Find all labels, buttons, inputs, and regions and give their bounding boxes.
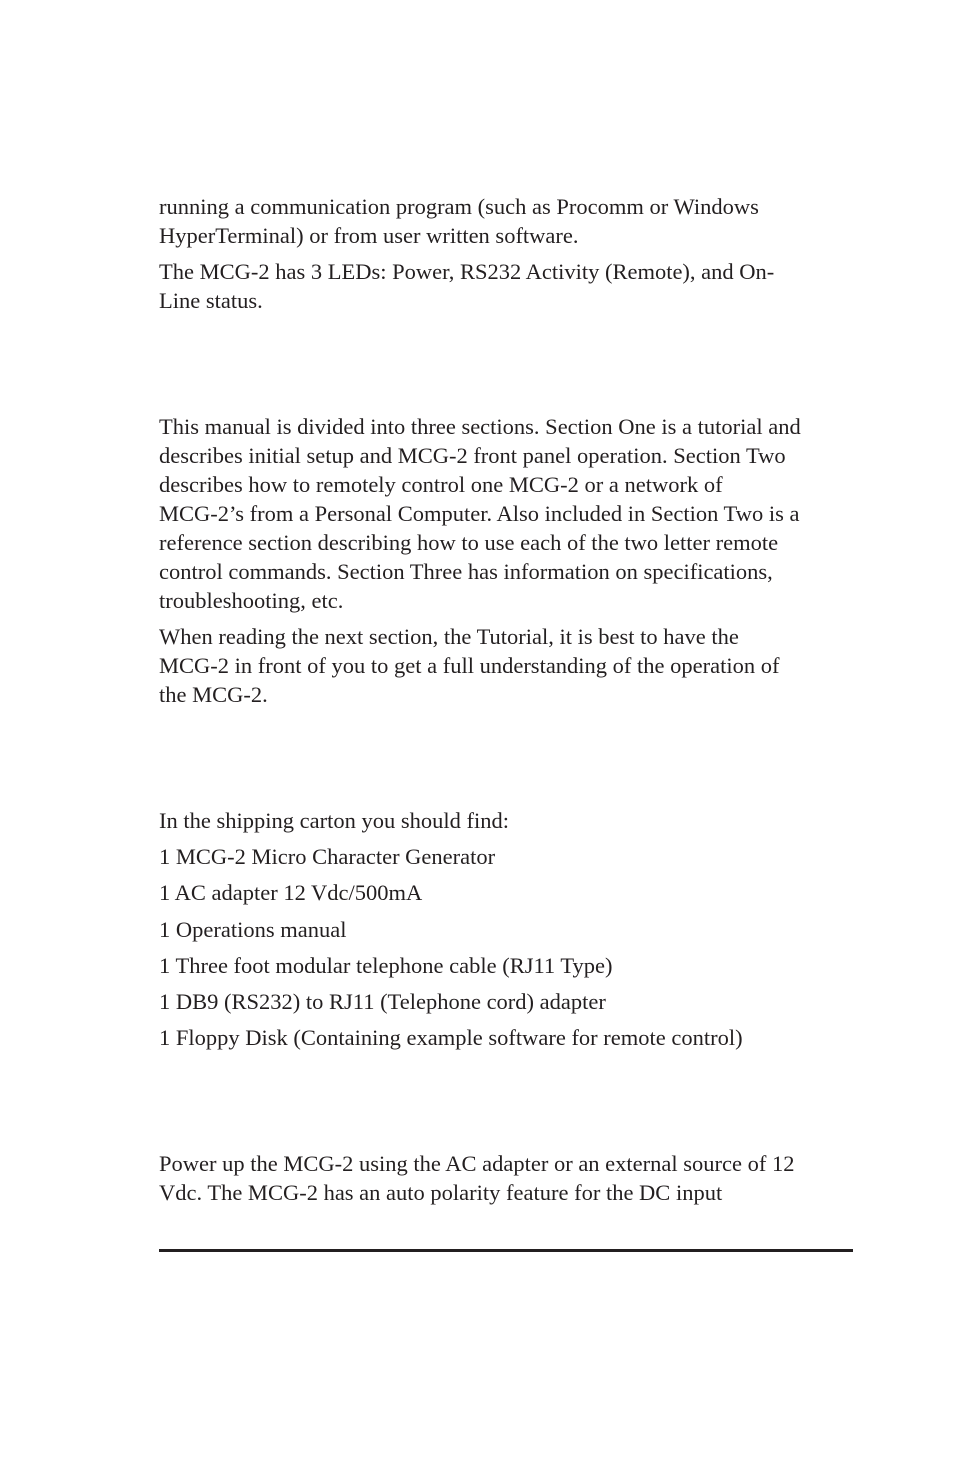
list-item: 1 AC adapter 12 Vdc/500mA: [159, 880, 423, 905]
manual-sections-line-6: control commands. Section Three has information on specifications,: [159, 559, 773, 584]
power-up-line-2: Vdc. The MCG-2 has an auto polarity feature for the DC input: [159, 1180, 723, 1205]
list-item: 1 Three foot modular telephone cable (RJ11 Type): [159, 953, 613, 978]
reading-tip-line-2: MCG-2 in front of you to get a full understanding of the operation of: [159, 653, 780, 678]
list-item: 1 Operations manual: [159, 917, 347, 942]
shipping-intro: In the shipping carton you should find:: [159, 808, 509, 833]
reading-tip-line-1: When reading the next section, the Tutorial, it is best to have the: [159, 624, 739, 649]
list-item: 1 Floppy Disk (Containing example software for remote control): [159, 1025, 743, 1050]
manual-sections-line-2: describes initial setup and MCG-2 front panel operation. Section Two: [159, 443, 786, 468]
manual-sections-line-4: MCG-2’s from a Personal Computer. Also included in Section Two is a: [159, 501, 800, 526]
intro-line-2: HyperTerminal) or from user written software.: [159, 223, 579, 248]
manual-sections-line-5: reference section describing how to use each of the two letter remote: [159, 530, 779, 555]
manual-sections-line-7: troubleshooting, etc.: [159, 588, 344, 613]
leds-line-2: Line status.: [159, 288, 263, 313]
manual-sections-line-1: This manual is divided into three sections. Section One is a tutorial and: [159, 414, 801, 439]
reading-tip-line-3: the MCG-2.: [159, 682, 268, 707]
power-up-line-1: Power up the MCG-2 using the AC adapter or an external source of 12: [159, 1151, 795, 1176]
footer-divider: [159, 1249, 853, 1252]
manual-sections-line-3: describes how to remotely control one MCG-2 or a network of: [159, 472, 723, 497]
leds-line-1: The MCG-2 has 3 LEDs: Power, RS232 Activity (Remote), and On-: [159, 259, 775, 284]
list-item: 1 DB9 (RS232) to RJ11 (Telephone cord) adapter: [159, 989, 606, 1014]
intro-line-1: running a communication program (such as Procomm or Windows: [159, 194, 759, 219]
list-item: 1 MCG-2 Micro Character Generator: [159, 844, 496, 869]
